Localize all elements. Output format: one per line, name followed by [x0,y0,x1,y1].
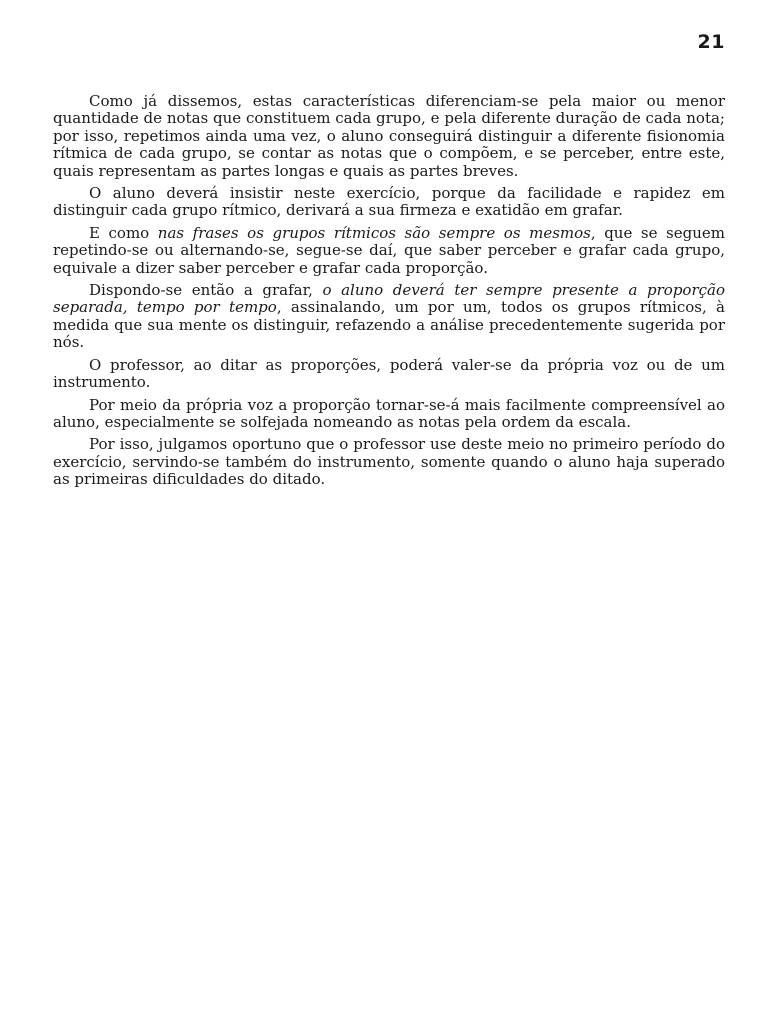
paragraph [53,397,725,432]
text-run: Dispondo-se então a grafar, [89,281,323,300]
italic-text-run: nas frases os grupos rítmicos são sempre os mesmos [157,223,591,242]
paragraph [53,93,725,180]
paragraph [53,185,725,220]
text-run: Por meio da própria voz a proporção tornar-se-á mais facilmente compreensível ao aluno, especialmente se solfejada nomeando as notas pela ordem da escala. [53,395,725,431]
body-text [53,93,725,494]
italic-text-run: o aluno deverá ter sempre presente a proporção separada, tempo por tempo [53,281,725,317]
paragraph [53,357,725,392]
page-number: 21 [697,31,725,53]
paragraph [53,225,725,277]
text-run: , que se seguem repetindo-se ou alternando-se, segue-se daí, que saber perceber e grafar cada grupo, equivale a dizer saber perceber e grafar cada proporção. [53,223,725,277]
text-run: Por isso, julgamos oportuno que o professor use deste meio no primeiro período do exercício, servindo-se também do instrumento, somente quando o aluno haja superado as primeiras dificuldades do ditado. [53,435,725,489]
text-run: , assinalando, um por um, todos os grupos rítmicos, à medida que sua mente os distinguir, refazendo a análise precedentemente sugerida por nós. [53,298,725,352]
paragraph [53,282,725,352]
text-run: O professor, ao ditar as proporções, poderá valer-se da própria voz ou de um instrumento. [53,355,725,392]
text-run: O aluno deverá insistir neste exercício, porque da facilidade e rapidez em distinguir cada grupo rítmico, derivará a sua firmeza e exatidão em grafar. [53,184,725,220]
text-run: E como [89,223,158,242]
text-run: Como já dissemos, estas características diferenciam-se pela maior ou menor quantidade de notas que constituem cada grupo, e pela diferente duração de cada nota; por isso, repetimos ainda uma vez, o aluno conseguirá distinguir a diferente fisionomia rítmica de cada grupo, se contar as notas que o compõem, e se perceber, entre este, quais representam as partes longas e quais as partes breves. [53,92,725,180]
paragraph [53,436,725,488]
